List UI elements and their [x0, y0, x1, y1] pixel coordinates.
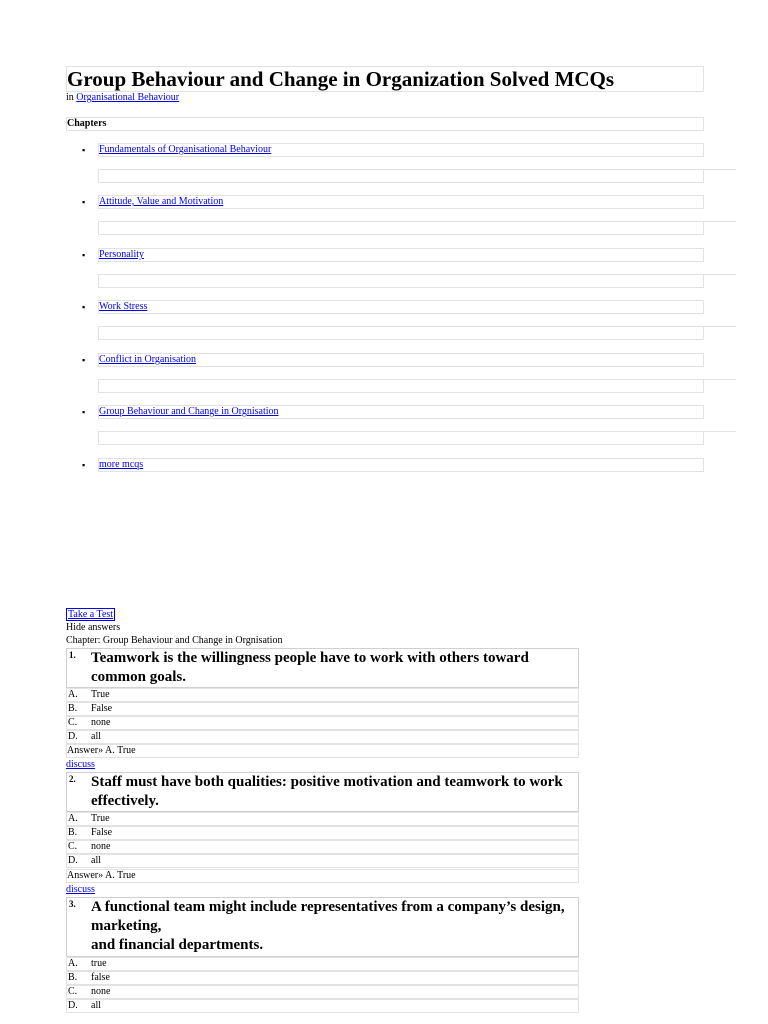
option-text: true	[91, 958, 107, 969]
option-text: True	[91, 813, 110, 824]
chapter-link-work-stress[interactable]: Work Stress	[99, 301, 148, 312]
discuss-link[interactable]: discuss	[66, 759, 95, 770]
chapter-spacer	[98, 326, 704, 340]
category-line	[66, 92, 179, 104]
take-test-wrap	[66, 609, 115, 621]
chapter-link-conflict[interactable]: Conflict in Organisation	[99, 354, 197, 365]
option-letter: A.	[68, 813, 78, 824]
option-row[interactable]	[66, 999, 579, 1013]
option-row[interactable]	[66, 688, 579, 702]
chapter-item	[98, 248, 704, 262]
option-letter: B.	[68, 703, 78, 714]
option-row[interactable]	[66, 840, 579, 854]
chapter-link-personality[interactable]: Personality	[99, 249, 144, 260]
bullet-icon: ▪	[82, 145, 86, 155]
chapter-spacer	[98, 221, 704, 235]
option-letter: B.	[68, 827, 78, 838]
option-text: True	[91, 689, 110, 700]
question-text-line: A functional team might include representatives from a company’s design, marketing,	[91, 899, 565, 934]
question-3	[66, 897, 579, 957]
bullet-icon: ▪	[82, 355, 86, 365]
divider	[702, 431, 736, 432]
option-letter: C.	[68, 986, 78, 997]
option-row[interactable]	[66, 854, 579, 868]
chapter-link-more-mcqs[interactable]: more mcqs	[99, 459, 144, 470]
option-text: none	[91, 841, 111, 852]
chapter-item	[98, 405, 704, 419]
chapter-item	[98, 300, 704, 314]
chapter-link-attitude[interactable]: Attitude, Value and Motivation	[99, 196, 224, 207]
option-letter: A.	[68, 689, 78, 700]
chapter-spacer	[98, 379, 704, 393]
bullet-icon: ▪	[82, 407, 86, 417]
option-row[interactable]	[66, 730, 579, 744]
chapter-spacer	[98, 274, 704, 288]
option-row[interactable]	[66, 702, 579, 716]
discuss-link[interactable]: discuss	[66, 884, 95, 895]
discuss-wrap	[66, 884, 95, 896]
take-test-link[interactable]: Take a Test	[68, 609, 114, 620]
option-text: all	[91, 731, 101, 742]
chapter-item	[98, 353, 704, 367]
option-letter: D.	[68, 855, 78, 866]
bullet-icon: ▪	[82, 460, 86, 470]
option-letter: C.	[68, 717, 78, 728]
option-letter: D.	[68, 731, 78, 742]
question-text-line: and financial departments.	[91, 937, 264, 953]
divider	[702, 169, 736, 170]
option-letter: B.	[68, 972, 78, 983]
chapters-heading: Chapters	[66, 117, 704, 131]
option-letter: D.	[68, 1000, 78, 1011]
option-row[interactable]	[66, 985, 579, 999]
chapter-link-fundamentals[interactable]: Fundamentals of Organisational Behaviour	[99, 144, 272, 155]
option-row[interactable]	[66, 716, 579, 730]
chapter-spacer	[98, 169, 704, 183]
hide-answers-toggle[interactable]: Hide answers	[66, 622, 121, 633]
option-text: all	[91, 855, 101, 866]
bullet-icon: ▪	[82, 250, 86, 260]
discuss-wrap	[66, 759, 95, 771]
question-2	[66, 772, 579, 812]
chapter-item	[98, 195, 704, 209]
chapter-label: Chapter: Group Behaviour and Change in Orgnisation	[66, 635, 283, 646]
question-number: 2.	[69, 774, 76, 784]
option-text: false	[91, 972, 110, 983]
divider	[702, 274, 736, 275]
option-row[interactable]	[66, 957, 579, 971]
option-text: none	[91, 986, 111, 997]
option-row[interactable]	[66, 826, 579, 840]
category-prefix: in	[66, 92, 74, 103]
option-text: False	[91, 827, 113, 838]
question-text: Staff must have both qualities: positive motivation and teamwork to work effectively.	[91, 774, 563, 809]
question-text: Teamwork is the willingness people have to work with others toward common goals.	[91, 650, 529, 685]
divider	[702, 379, 736, 380]
question-text	[91, 898, 576, 955]
option-text: False	[91, 703, 113, 714]
question-number: 1.	[69, 650, 76, 660]
option-row[interactable]	[66, 812, 579, 826]
option-row[interactable]	[66, 971, 579, 985]
chapter-item	[98, 143, 704, 157]
option-letter: A.	[68, 958, 78, 969]
option-text: all	[91, 1000, 101, 1011]
option-text: none	[91, 717, 111, 728]
bullet-icon: ▪	[82, 302, 86, 312]
question-1	[66, 648, 579, 688]
chapter-item	[98, 458, 704, 472]
category-link[interactable]: Organisational Behaviour	[76, 92, 180, 103]
chapter-spacer	[98, 431, 704, 445]
divider	[702, 221, 736, 222]
option-letter: C.	[68, 841, 78, 852]
divider	[702, 326, 736, 327]
chapter-link-group-behaviour[interactable]: Group Behaviour and Change in Orgnisation	[99, 406, 279, 417]
bullet-icon: ▪	[82, 197, 86, 207]
page-title: Group Behaviour and Change in Organization Solved MCQs	[66, 66, 704, 92]
answer-row: Answer» A. True	[66, 869, 579, 883]
question-number: 3.	[69, 899, 76, 909]
answer-row: Answer» A. True	[66, 744, 579, 758]
